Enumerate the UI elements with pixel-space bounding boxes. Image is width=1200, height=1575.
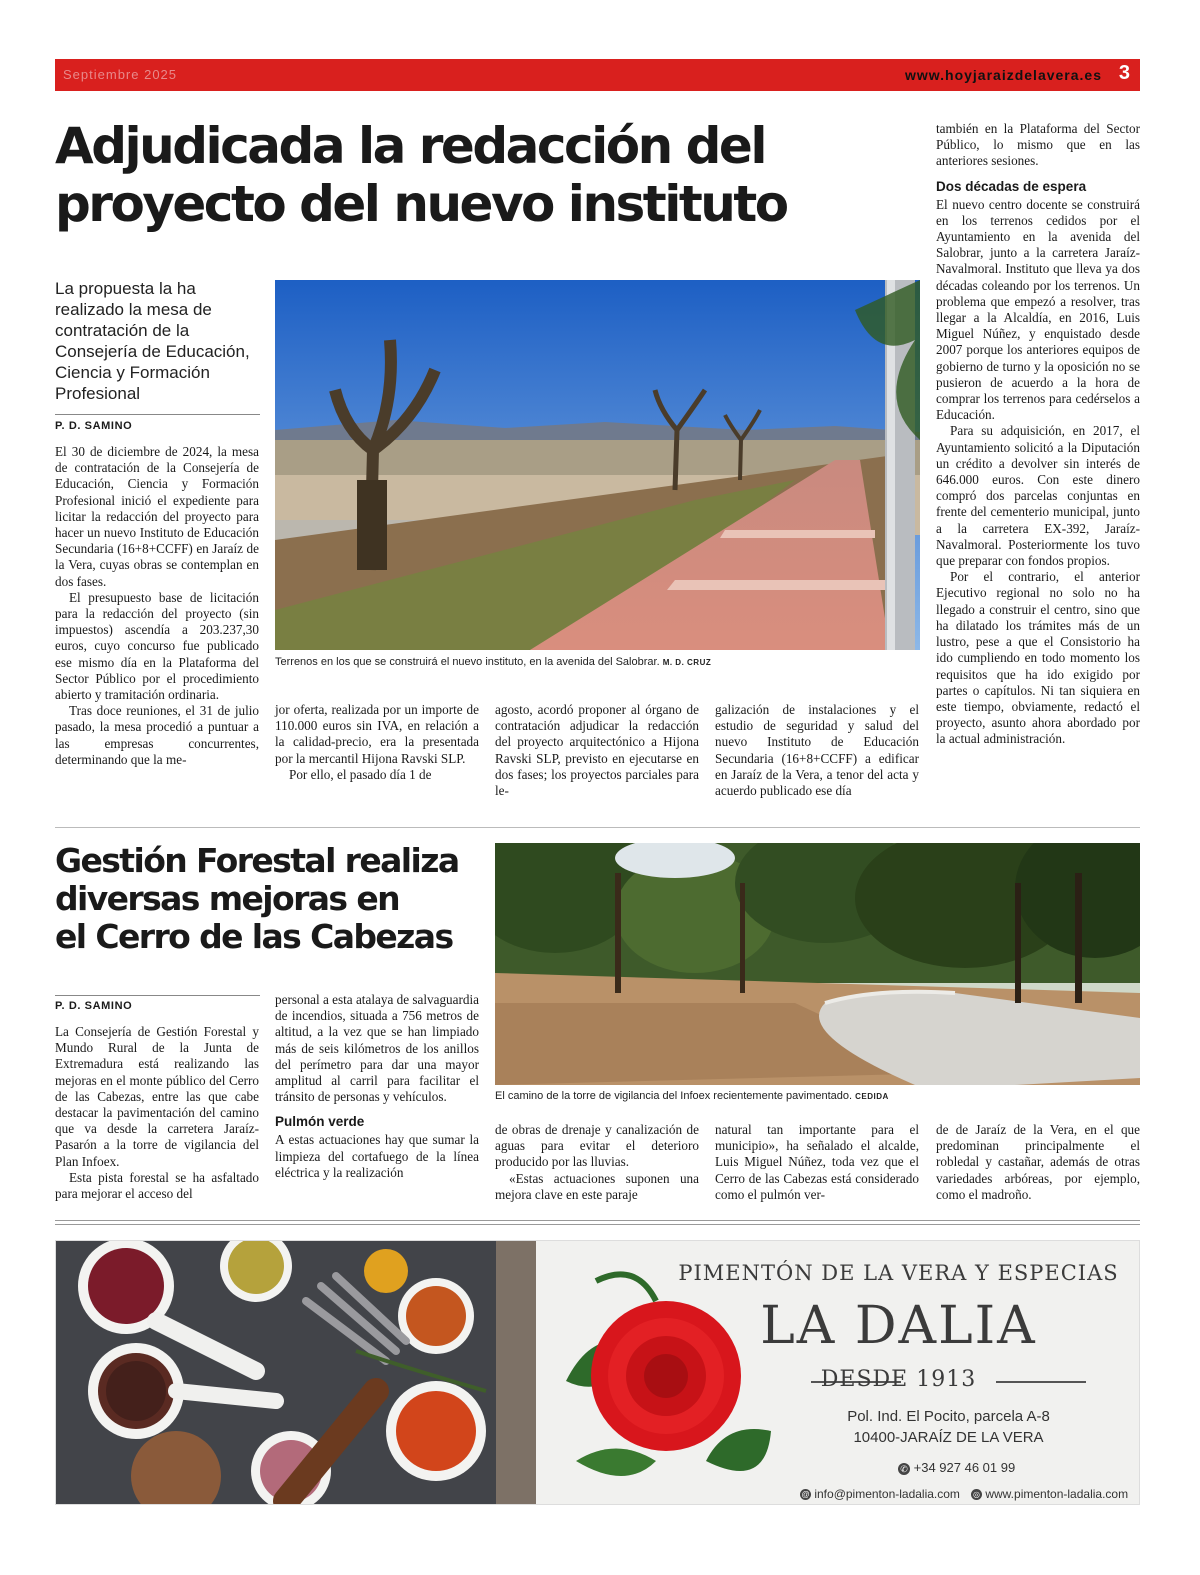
article1-headline xyxy=(55,117,905,233)
ad-web-text: www.pimenton-ladalia.com xyxy=(985,1487,1129,1501)
article1-col5 xyxy=(936,121,1140,748)
ad-email[interactable] xyxy=(800,1487,960,1501)
article1-caption xyxy=(275,656,920,668)
article2-byline: P. D. SAMINO xyxy=(55,1000,133,1012)
article2-col1-p1: La Consejería de Gestión Forestal y Mundo Rural de la Junta de Extremadura está realizando las mejoras en el monte público del Cerro de las Cabezas, entre las que cabe destacar la pavimentación del camino que va desde la carretera Jaraíz-Pasarón a la torre de vigilancia del Plan Infoex. xyxy=(55,1024,259,1169)
article1-photo-image xyxy=(275,280,920,650)
ad-address2: 10400-JARAÍZ DE LA VERA xyxy=(853,1429,1044,1446)
article2-col2-p1: personal a esta atalaya de salvaguardia de incendios, situada a 756 metros de altitud, a la vez que se han limpiado más de seis kilómetros de los anillos del perímetro para dar una mayor amplitud al carril para facilitar el tránsito de personas y vehículos. xyxy=(275,992,479,1105)
issue-date: Septiembre 2025 xyxy=(63,67,178,82)
article2-col3-p1: de obras de drenaje y canalización de aguas para evitar el deterioro producido por las lluvias. xyxy=(495,1122,699,1170)
article2-col5-p1: de de Jaraíz de la Vera, en el que predominan principalmente el robledal y castañar, además de otras variedades arbóreas, por ejemplo, como el madroño. xyxy=(936,1122,1140,1202)
header-bar xyxy=(55,59,1140,91)
article2-col2-p2: A estas actuaciones hay que sumar la limpieza del cortafuego de la línea eléctrica y la realización xyxy=(275,1132,479,1180)
article2-col4-p1: natural tan importante para el municipio», ha señalado el alcalde, Luis Miguel Núñez, toda vez que el Cerro de las Cabezas está considerado como el pulmón ver- xyxy=(715,1122,919,1202)
article1-col2 xyxy=(275,702,479,783)
article1-photo xyxy=(275,280,920,650)
ad-rule-right xyxy=(996,1381,1086,1383)
article1-col5-p4: Por el contrario, el anterior Ejecutivo regional no solo no ha llegado a construir el centro, sino que ha dilatado los trámites más de un lustro, pese a que el Consistorio ha ido cumpliendo en todo momento los requisitos que ha ido exigido por partes o capítulos. Ni tan siquiera en este tiempo, obviamente, redactó el proyecto, asunto ahora abordado por la actual administración. xyxy=(936,569,1140,747)
article1-headline-line2: proyecto del nuevo instituto xyxy=(55,175,787,233)
article2-col1-p2: Esta pista forestal se ha asfaltado para mejorar el acceso del xyxy=(55,1169,259,1202)
ad-email-text: info@pimenton-ladalia.com xyxy=(814,1487,960,1501)
article2-col3-p2: «Estas actuaciones suponen una mejora clave en este paraje xyxy=(495,1170,699,1202)
article1-col1-p2: El presupuesto base de licitación para la redacción del proyecto (sin impuestos) ascendía a 203.237,30 euros, cuyo concurso fue publicado ese mismo día en la Plataforma del Sector Público por el procedimiento abierto y tramitación ordinaria. xyxy=(55,589,259,703)
site-url-link[interactable]: www.hoyjaraizdelavera.es xyxy=(904,67,1102,83)
article1-col1 xyxy=(55,444,259,768)
article2-caption-text: El camino de la torre de vigilancia del Infoex recientemente pavimentado. xyxy=(495,1090,853,1102)
article2-byline-rule xyxy=(55,995,260,996)
article2-photo-image xyxy=(495,843,1140,1085)
article2-headline-line3: el Cerro de las Cabezas xyxy=(55,917,453,956)
article1-byline: P. D. SAMINO xyxy=(55,420,133,432)
ad-address1: Pol. Ind. El Pocito, parcela A-8 xyxy=(847,1408,1050,1425)
article1-col1-p3: Tras doce reuniones, el 31 de julio pasado, la mesa procedió a puntuar a las empresas concurrentes, determinando que la me- xyxy=(55,703,259,767)
email-icon: @ xyxy=(801,1490,810,1500)
ad-web[interactable] xyxy=(971,1487,1128,1501)
article1-col1-p1: El 30 de diciembre de 2024, la mesa de contratación de la Consejería de Educación, Ciencia y Formación Profesional inició el expediente para licitar la redacción del proyecto para hacer un nuevo Instituto de Educación Secundaria (16+8+CCFF) en Jaraíz de la Vera, cuyas obras se contemplan en dos fases. xyxy=(55,444,259,589)
article1-caption-credit: M. D. CRUZ xyxy=(662,658,712,667)
article1-caption-text: Terrenos en los que se construirá el nuevo instituto, en la avenida del Salobrar. xyxy=(275,656,660,668)
article1-col5-p1: también en la Plataforma del Sector Público, lo mismo que en las anteriores sesiones. xyxy=(936,121,1140,169)
article2-col3 xyxy=(495,1122,699,1203)
article1-lead-rule xyxy=(55,414,260,415)
ad-phone-text: +34 927 46 01 99 xyxy=(913,1460,1016,1475)
article1-subhead: Dos décadas de espera xyxy=(936,178,1087,194)
article2-col4 xyxy=(715,1122,919,1203)
advertisement[interactable] xyxy=(55,1240,1140,1505)
article1-col4-p1: galización de instalaciones y el estudio de seguridad y salud del nuevo Instituto de Educación Secundaria (16+8+CCFF) a edificar en Jaraíz de la Vera, a tenor del acta y acuerdo publicado ese día xyxy=(715,702,919,799)
article2-caption xyxy=(495,1090,1140,1102)
article1-col4 xyxy=(715,702,919,799)
article1-col2-p2: Por ello, el pasado día 1 de xyxy=(289,766,432,782)
article2-headline xyxy=(55,842,485,956)
article1-col5-p3: Para su adquisición, en 2017, el Ayuntamiento solicitó a la Diputación un crédito a devolver sin interés de 646.000 euros. Con este dinero compró dos parcelas conjuntas en frente del cementerio municipal, junto a la carretera EX-392, Jaraíz-Navalmoral. Posteriormente los tuvo que preparar con fondos propios. xyxy=(936,423,1140,569)
ad-tagline: PIMENTÓN DE LA VERA Y ESPECIAS xyxy=(678,1261,1119,1285)
article2-photo xyxy=(495,843,1140,1085)
article1-lead: La propuesta la ha realizado la mesa de contratación de la Consejería de Educación, Ciencia y Formación Profesional xyxy=(55,279,250,403)
article1-col3-p1: agosto, acordó proponer al órgano de contratación adjudicar la redacción del proyecto arquitectónico a Hijona Ravski SLP, previsto en ejecutarse en dos fases; los proyectos parciales para le- xyxy=(495,702,699,799)
ad-separator-bottom xyxy=(55,1224,1140,1225)
article2-col2 xyxy=(275,992,479,1181)
ad-separator-top xyxy=(55,1220,1140,1221)
article1-col2-p1: jor oferta, realizada por un importe de 110.000 euros sin IVA, en relación a la calidad-precio, era la presentada por la mercantil Hijona Ravski SLP. xyxy=(275,702,479,766)
phone-icon: ✆ xyxy=(898,1463,910,1475)
ad-brand: LA DALIA xyxy=(760,1296,1037,1356)
article2-headline-line1: Gestión Forestal realiza xyxy=(55,841,459,880)
spices-image xyxy=(56,1241,616,1505)
article2-headline-line2: diversas mejoras en xyxy=(55,879,400,918)
ad-phone[interactable] xyxy=(898,1460,1015,1475)
article1-headline-line1: Adjudicada la redacción del xyxy=(55,117,765,175)
article2-col1 xyxy=(55,1024,259,1202)
article-separator xyxy=(55,827,1140,828)
article1-col3 xyxy=(495,702,699,799)
ad-since: DESDE 1913 xyxy=(820,1367,977,1392)
article2-col5 xyxy=(936,1122,1140,1203)
page-number: 3 xyxy=(1118,62,1130,84)
article1-col5-p2: El nuevo centro docente se construirá en los terrenos cedidos por el Ayuntamiento en la avenida del Salobrar, junto a la carretera Jaraíz-Navalmoral. Instituto que lleva ya dos décadas coleando por los terrenos. Un problema que empezó a resolver, tras llegar a la Alcaldía, en 2016, Luis Miguel Núñez, y enquistado desde 2007 porque los anteriores equipos de gobierno de turno y la oposición no se pusieron de acuerdo a la hora de comprar los terrenos para cedérselos a Educación. xyxy=(936,196,1140,423)
article2-caption-credit: CEDIDA xyxy=(855,1092,889,1101)
article2-subhead: Pulmón verde xyxy=(275,1114,365,1130)
globe-icon: ◎ xyxy=(971,1489,982,1500)
